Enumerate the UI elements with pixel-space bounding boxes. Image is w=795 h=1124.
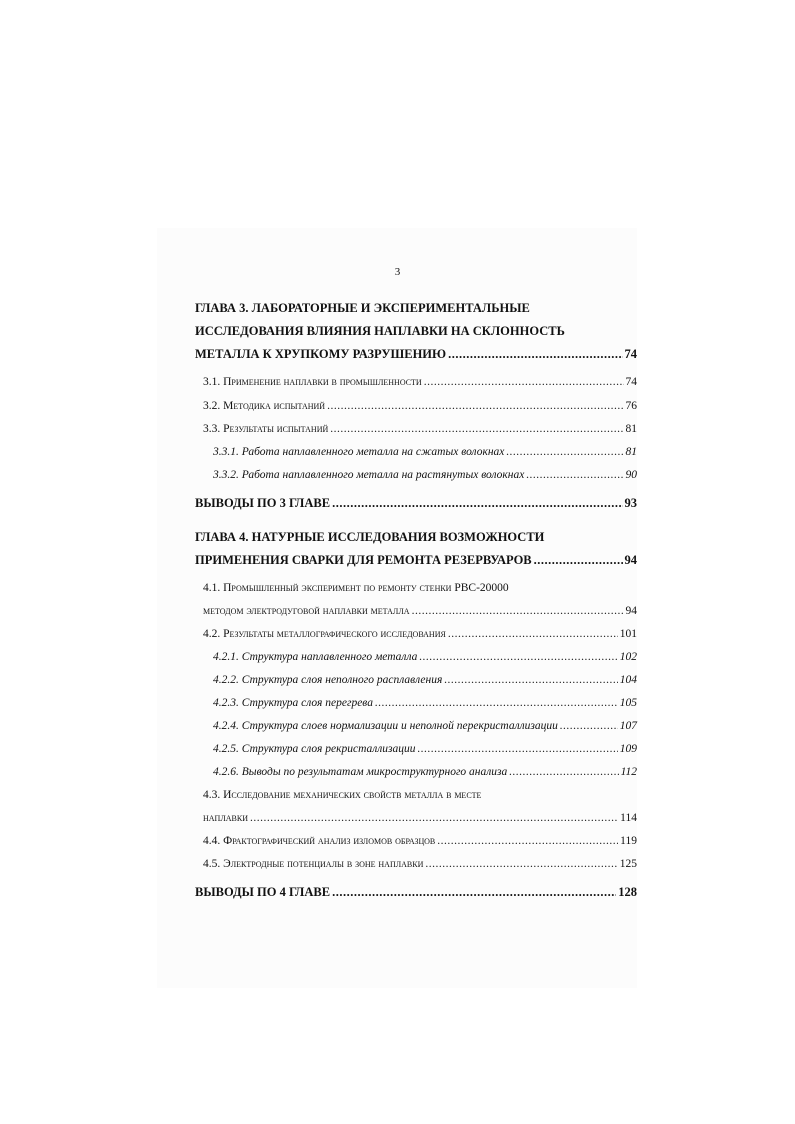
- subsection-page: 104: [619, 674, 637, 686]
- subsection-page: 112: [620, 766, 637, 778]
- toc-entry-4-2-4[interactable]: [213, 718, 637, 734]
- leader-dots: [330, 421, 623, 437]
- section-title: Фрактографический анализ изломов образцов: [223, 835, 436, 847]
- page-number: 3: [394, 266, 401, 278]
- leader-dots: [412, 603, 624, 619]
- leader-dots: [448, 626, 618, 642]
- toc-entry-3-3[interactable]: [203, 421, 637, 437]
- toc-entry-4-3-line-2[interactable]: [203, 810, 637, 826]
- toc-entry-4-5[interactable]: [203, 856, 637, 872]
- section-title: Промышленный эксперимент по ремонту стенки РВС-20000: [223, 582, 509, 594]
- leader-dots: [560, 718, 618, 734]
- toc-entry-3-2[interactable]: [203, 398, 637, 414]
- section-number: 4.3.: [203, 789, 221, 801]
- subsection-page: 107: [619, 720, 637, 732]
- subsection-title: Структура наплавленного металла: [241, 651, 418, 663]
- section-number: 4.1.: [203, 582, 221, 594]
- chapter-4-page: 94: [624, 553, 637, 567]
- toc-entry-4-2-5[interactable]: [213, 741, 637, 757]
- section-title: Результаты металлографического исследования: [223, 628, 446, 640]
- section-number: 3.2.: [203, 400, 221, 412]
- leader-dots: [424, 374, 624, 390]
- chapter-4-title-line-2[interactable]: [195, 552, 637, 568]
- subsection-number: 4.2.5.: [213, 743, 239, 755]
- chapter-3-title-line-2: ИССЛЕДОВАНИЯ ВЛИЯНИЯ НАПЛАВКИ НА СКЛОННОСТЬ: [195, 324, 565, 338]
- conclusions-3-page: 93: [624, 496, 637, 510]
- toc-entry-4-2-2[interactable]: [213, 672, 637, 688]
- section-title: Электродные потенциалы в зоне наплавки: [223, 858, 424, 870]
- subsection-title: Структура слоя рекристаллизации: [241, 743, 416, 755]
- toc-entry-4-2[interactable]: [203, 626, 637, 642]
- leader-dots: [327, 398, 623, 414]
- leader-dots: [419, 649, 617, 665]
- section-title: Методика испытаний: [223, 400, 326, 412]
- section-title: Применение наплавки в промышленности: [223, 376, 422, 388]
- subsection-page: 90: [625, 469, 637, 481]
- subsection-number: 4.2.4.: [213, 720, 239, 732]
- subsection-title: Структура слоев нормализации и неполной перекристаллизации: [241, 720, 558, 732]
- section-number: 4.4.: [203, 835, 221, 847]
- toc-entry-4-2-1[interactable]: [213, 649, 637, 665]
- leader-dots: [425, 856, 617, 872]
- toc-entry-4-2-6[interactable]: [213, 764, 637, 780]
- section-title: Исследование механических свойств металла в месте: [223, 789, 482, 801]
- subsection-number: 4.2.3.: [213, 697, 239, 709]
- leader-dots: [526, 467, 623, 483]
- section-page: 119: [620, 835, 637, 847]
- subsection-title: Работа наплавленного металла на сжатых волокнах: [241, 446, 505, 458]
- leader-dots: [418, 741, 618, 757]
- section-page: 125: [619, 858, 637, 870]
- conclusions-3-title: ВЫВОДЫ ПО 3 ГЛАВЕ: [195, 496, 331, 510]
- section-number: 3.1.: [203, 376, 221, 388]
- toc-entry-4-2-3[interactable]: [213, 695, 637, 711]
- conclusions-4-page: 128: [618, 885, 637, 899]
- toc-entry-4-4[interactable]: [203, 833, 637, 849]
- subsection-title: Работа наплавленного металла на растянутых волокнах: [241, 469, 525, 481]
- subsection-number: 4.2.1.: [213, 651, 239, 663]
- conclusions-4-title: ВЫВОДЫ ПО 4 ГЛАВЕ: [195, 885, 331, 899]
- toc-entry-4-3-line-1[interactable]: [203, 787, 481, 803]
- section-number: 3.3.: [203, 423, 221, 435]
- section-page: 74: [625, 376, 637, 388]
- subsection-page: 102: [619, 651, 637, 663]
- section-page: 94: [625, 605, 637, 617]
- leader-dots: [437, 833, 618, 849]
- subsection-title: Структура слоя перегрева: [241, 697, 373, 709]
- chapter-3-title-line-3[interactable]: [195, 346, 637, 362]
- subsection-title: Структура слоя неполного расплавления: [241, 674, 443, 686]
- section-title: Результаты испытаний: [223, 423, 329, 435]
- toc-entry-3-3-2[interactable]: [213, 467, 637, 483]
- leader-dots: [506, 444, 623, 460]
- toc-entry-4-1-line-1[interactable]: [203, 580, 509, 596]
- toc-entry-conclusions-4[interactable]: [195, 884, 637, 900]
- subsection-title: Выводы по результатам микроструктурного анализа: [241, 766, 508, 778]
- subsection-page: 81: [625, 446, 637, 458]
- section-title-continued: методом электродуговой наплавки металла: [203, 605, 410, 617]
- subsection-number: 4.2.2.: [213, 674, 239, 686]
- subsection-number: 3.3.2.: [213, 469, 239, 481]
- section-page: 101: [619, 628, 637, 640]
- subsection-page: 105: [619, 697, 637, 709]
- section-number: 4.2.: [203, 628, 221, 640]
- subsection-number: 4.2.6.: [213, 766, 239, 778]
- leader-dots: [509, 764, 618, 780]
- chapter-3-title-text: МЕТАЛЛА К ХРУПКОМУ РАЗРУШЕНИЮ: [195, 347, 447, 361]
- subsection-page: 109: [619, 743, 637, 755]
- section-title-continued: наплавки: [203, 812, 248, 824]
- leader-dots: [444, 672, 617, 688]
- chapter-4-title-text: ПРИМЕНЕНИЯ СВАРКИ ДЛЯ РЕМОНТА РЕЗЕРВУАРОВ: [195, 553, 532, 567]
- subsection-number: 3.3.1.: [213, 446, 239, 458]
- leader-dots: [534, 552, 623, 568]
- toc-entry-4-1-line-2[interactable]: [203, 603, 637, 619]
- leader-dots: [448, 346, 622, 362]
- leader-dots: [332, 884, 616, 900]
- section-page: 114: [620, 812, 637, 824]
- section-page: 81: [625, 423, 637, 435]
- leader-dots: [375, 695, 618, 711]
- toc-entry-3-3-1[interactable]: [213, 444, 637, 460]
- section-page: 76: [625, 400, 637, 412]
- chapter-3-title-line-1: ГЛАВА 3. ЛАБОРАТОРНЫЕ И ЭКСПЕРИМЕНТАЛЬНЫЕ: [195, 301, 530, 315]
- toc-entry-conclusions-3[interactable]: [195, 495, 637, 511]
- section-number: 4.5.: [203, 858, 221, 870]
- leader-dots: [332, 495, 622, 511]
- chapter-3-page: 74: [624, 347, 637, 361]
- leader-dots: [250, 810, 618, 826]
- toc-entry-3-1[interactable]: [203, 374, 637, 390]
- chapter-4-title-line-1: ГЛАВА 4. НАТУРНЫЕ ИССЛЕДОВАНИЯ ВОЗМОЖНОСТИ: [195, 530, 545, 544]
